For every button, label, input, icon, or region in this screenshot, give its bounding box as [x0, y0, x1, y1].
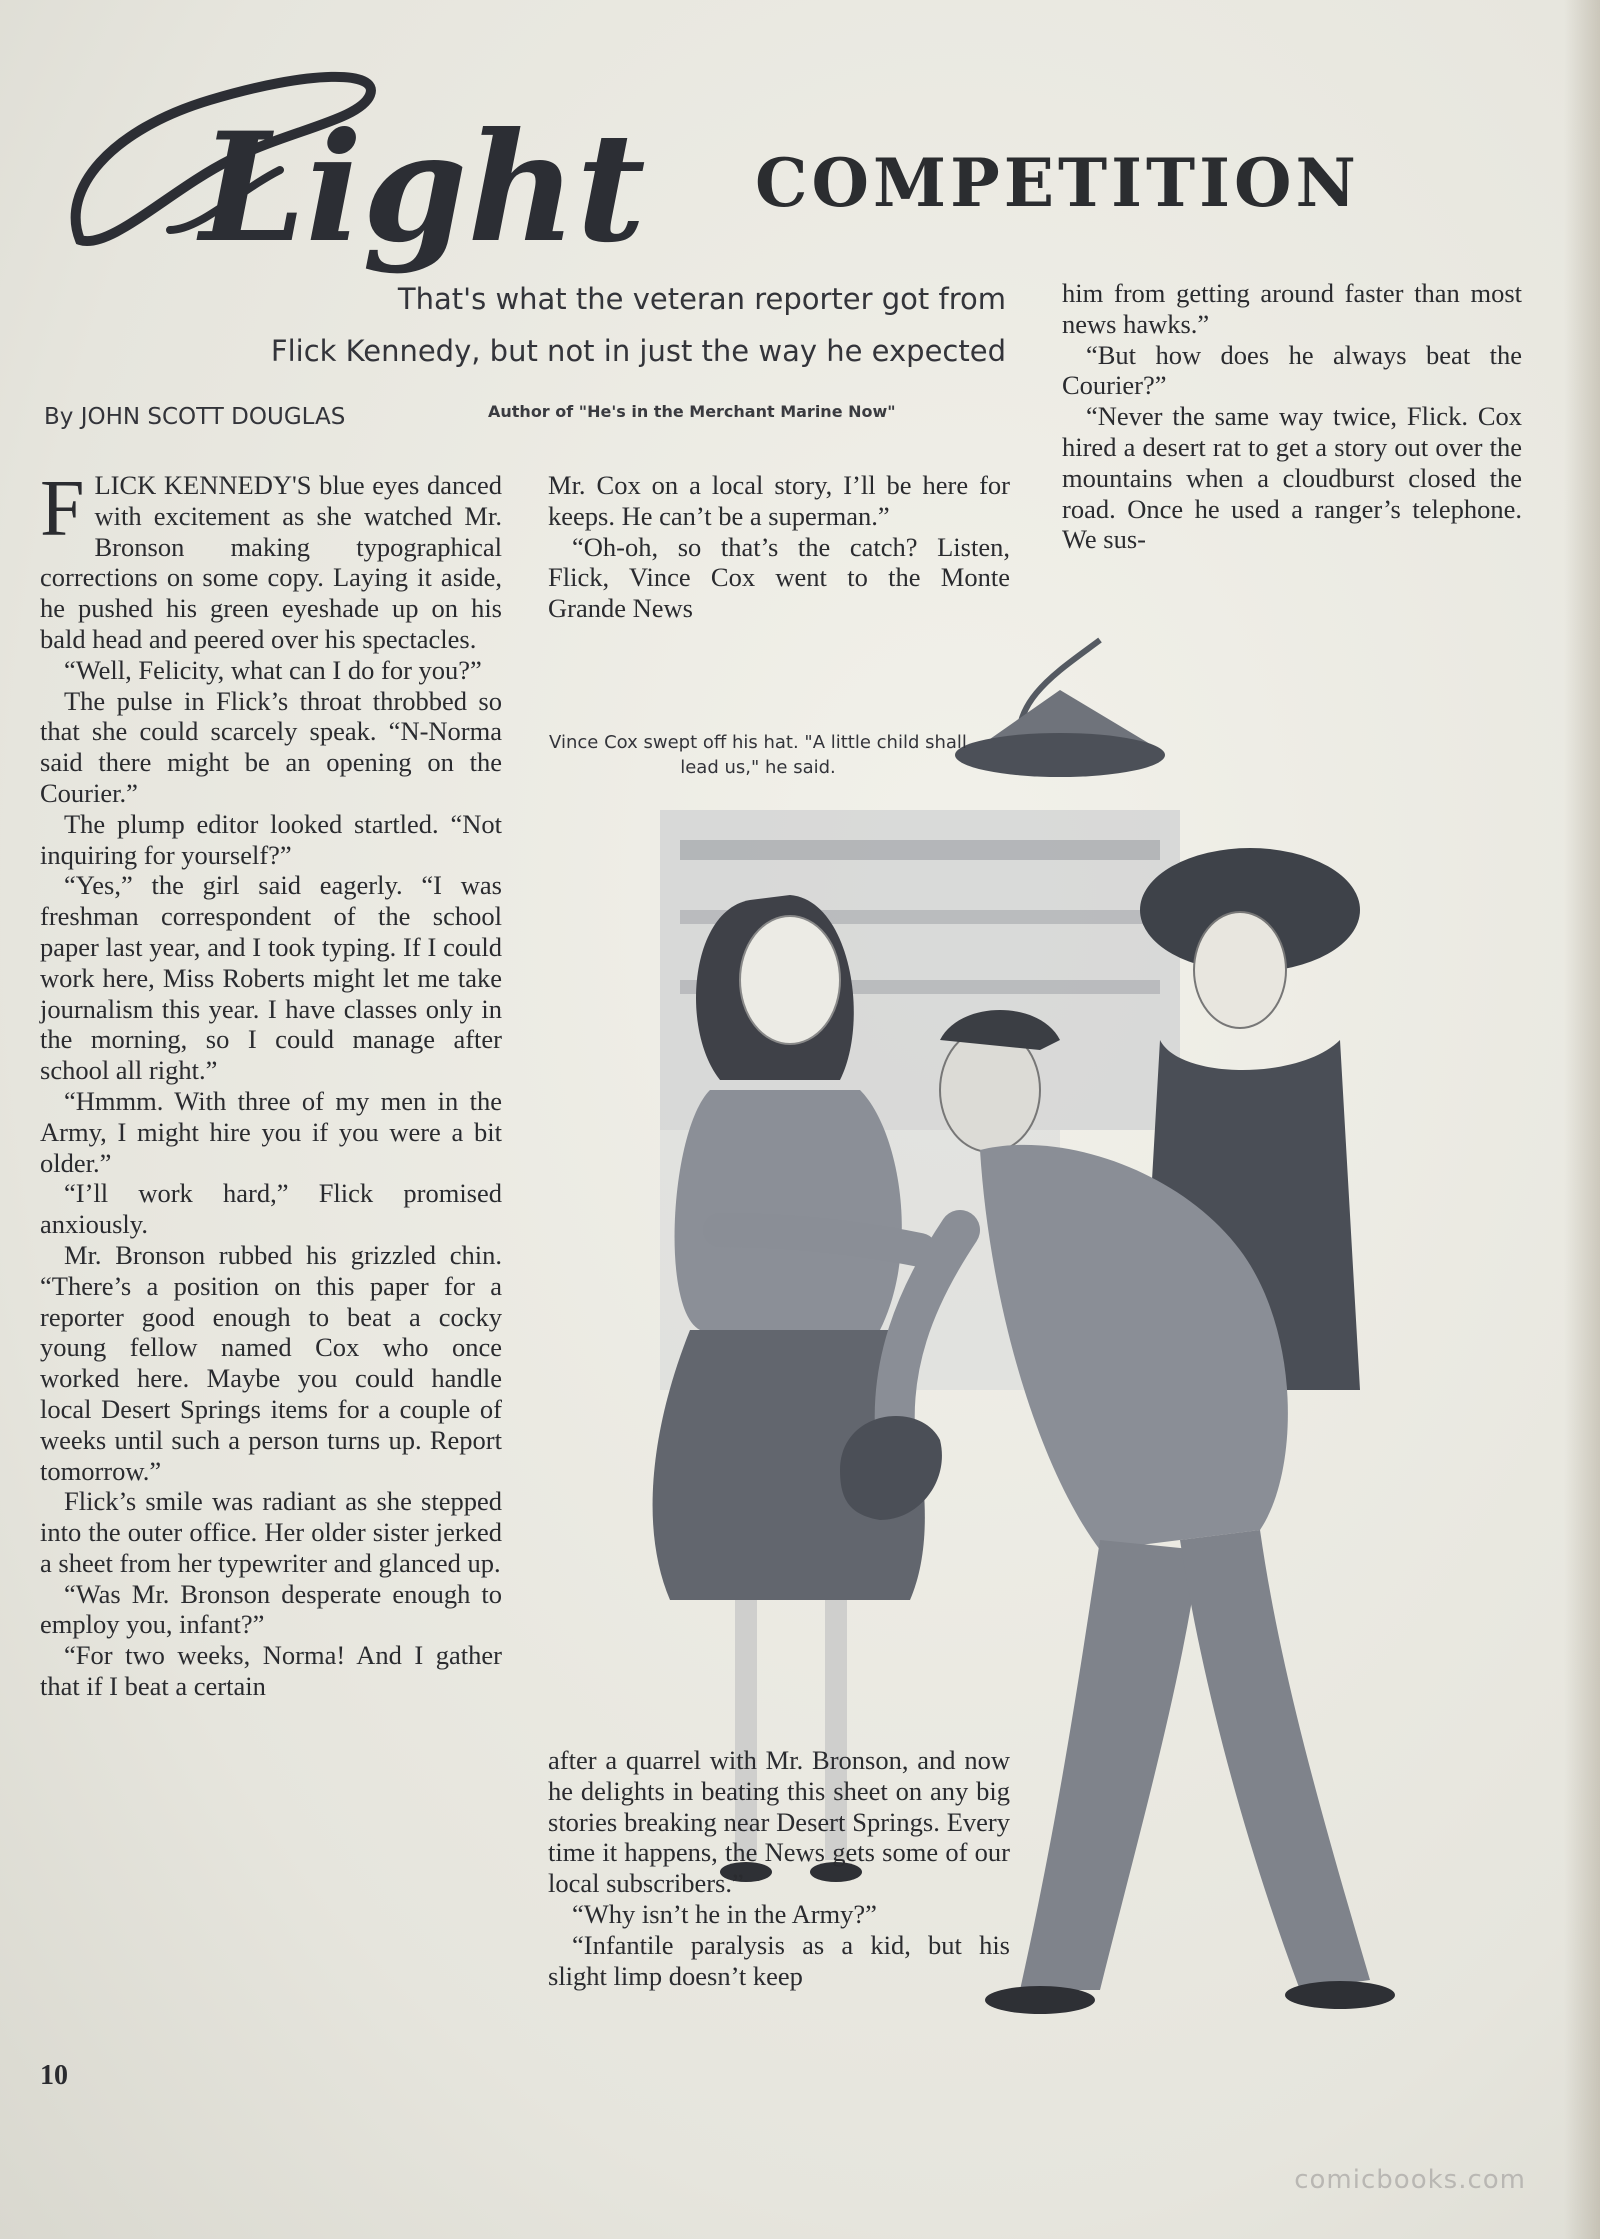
subtitle-line-2: Flick Kennedy, but not in just the way he expected [270, 334, 1006, 368]
paragraph: Mr. Bronson rubbed his grizzled chin. “There’s a position on this paper for a reporter good enough to beat a cocky young fellow named Cox who once worked here. Maybe you could handle local Desert Springs items for a couple of weeks until such a person turns up. Report tomorrow.” [40, 1239, 502, 1486]
paragraph: “Was Mr. Bronson desperate enough to employ you, infant?” [40, 1578, 502, 1640]
first-paragraph [40, 465, 502, 655]
paragraph: The pulse in Flick’s throat throbbed so that she could scarcely speak. “N-Norma said there might be an opening on the Courier.” [40, 685, 502, 808]
page-number: 10 [40, 2060, 68, 2091]
paragraph: “Why isn’t he in the Army?” [572, 1898, 877, 1929]
paragraph: him from getting around faster than most news hawks.” [1062, 278, 1522, 339]
paragraph: “Oh-oh, so that’s the catch? Listen, Flick, Vince Cox went to the Monte Grande News [548, 531, 1010, 624]
title-competition: COMPETITION [755, 144, 1360, 222]
title-script-text: Light [200, 100, 646, 276]
paragraph: “For two weeks, Norma! And I gather that if I beat a certain [40, 1640, 502, 1702]
paragraph: “Well, Felicity, what can I do for you?” [64, 654, 482, 685]
illustration-caption: Vince Cox swept off his hat. "A little child shall lead us," he said. [549, 732, 967, 778]
title-script-light [50, 40, 690, 290]
first-paragraph-text: LICK KENNEDY'S blue eyes danced with excitement as she watched Mr. Bronson making typographical corrections on some copy. Laying it aside, he pushed his green eyeshade up on his bald head and peered over his spectacles. [40, 470, 502, 654]
paragraph: Mr. Cox on a local story, I’ll be here for keeps. He can’t be a superman.” [548, 470, 1010, 531]
paragraph: Flick’s smile was radiant as she stepped into the outer office. Her older sister jerked a sheet from her typewriter and glanced up. [40, 1486, 502, 1578]
article-column-3 [1062, 278, 1522, 555]
page-edge-shadow [1564, 0, 1600, 2239]
drop-cap: F [40, 465, 85, 553]
paragraph: “Yes,” the girl said eagerly. “I was freshman correspondent of the school paper last year, and I took typing. If I could work here, Miss Roberts might let me take journalism this year. I have classes only in the morning, so I could manage after school all right.” [40, 870, 502, 1086]
subtitle-line-1: That's what the veteran reporter got from [397, 282, 1006, 316]
article-column-2-top [548, 470, 1010, 624]
paragraph: “But how does he always beat the Courier?” [1062, 339, 1522, 401]
paragraph: after a quarrel with Mr. Bronson, and now he delights in beating this sheet on any big stories breaking near Desert Springs. Every time it happens, the News gets some of our local subscribers.” [548, 1745, 1010, 1899]
byline-credit: Author of "He's in the Merchant Marine Now" [488, 402, 896, 421]
paragraph: “Never the same way twice, Flick. Cox hired a desert rat to get a story out over the mountains when a cloudburst closed the road. Once he used a ranger’s telephone. We sus- [1062, 401, 1522, 555]
article-column-2-bottom [548, 1745, 1010, 1991]
paragraph: “I’ll work hard,” Flick promised anxiously. [40, 1178, 502, 1240]
paragraph: “Infantile paralysis as a kid, but his slight limp doesn’t keep [548, 1929, 1010, 1991]
paragraph: “Hmmm. With three of my men in the Army, I might hire you if you were a bit older.” [40, 1085, 502, 1178]
byline-author: By JOHN SCOTT DOUGLAS [44, 404, 346, 430]
article-column-1 [40, 465, 502, 1702]
watermark: comicbooks.com [1294, 2165, 1526, 2195]
paragraph: The plump editor looked startled. “Not inquiring for yourself?” [40, 808, 502, 870]
